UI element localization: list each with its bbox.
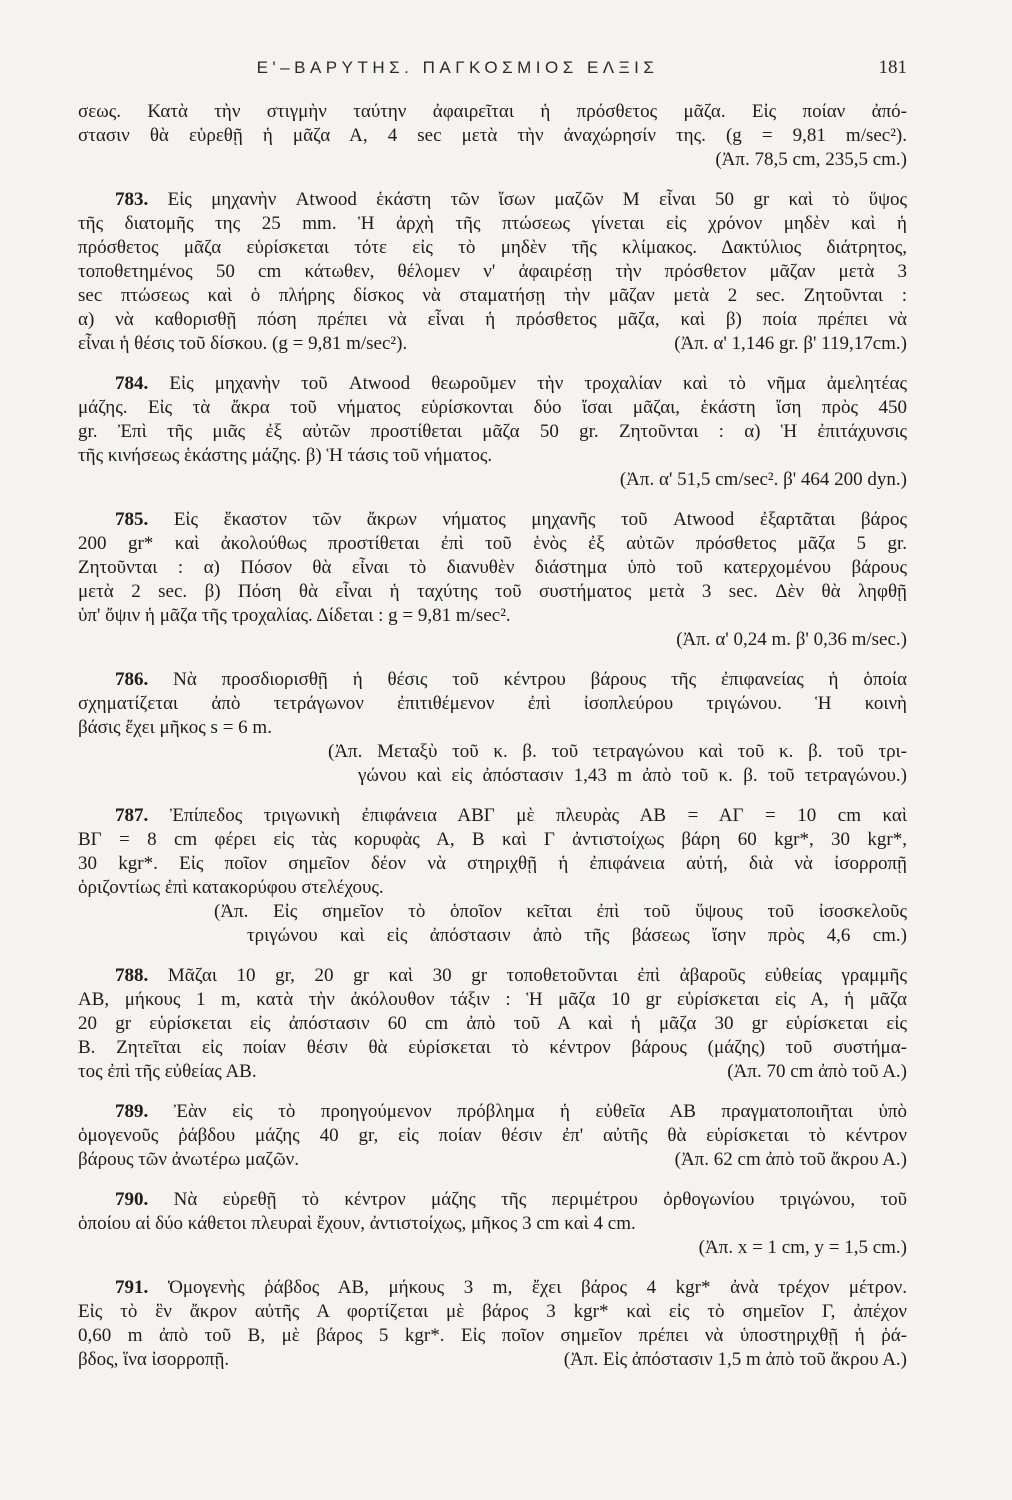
answer: (Ἀπ. α' 1,146 gr. β' 119,17cm.): [674, 333, 907, 354]
text-line: τοποθετημένος 50 cm κάτωθεν, θέλομεν ν' ἀφαιρέσῃ τὴν πρόσθετον μᾶζαν μετὰ 3: [78, 261, 907, 282]
text-line: βάσις ἔχει μῆκος s = 6 m.: [78, 717, 272, 738]
problem-text: εἶναι ἡ θέσις τοῦ δίσκου. (g = 9,81 m/sec²).: [78, 333, 408, 354]
text-line: [78, 1188, 907, 1212]
problem-number: 789.: [115, 1101, 149, 1122]
text-line: μάζης. Εἰς τὰ ἄκρα τοῦ νήματος εὑρίσκονται δύο ἴσαι μᾶζαι, ἑκάστη ἴση πρὸς 450: [78, 397, 907, 418]
answer: (Ἀπ. 70 cm ἀπὸ τοῦ Α.): [727, 1061, 907, 1082]
problem-text: Εἰς μηχανὴν Atwood ἑκάστη τῶν ἴσων μαζῶν Μ εἶναι 50 gr καὶ τὸ ὕψος: [167, 189, 907, 210]
problem-number: 785.: [115, 509, 149, 530]
text-line: sec πτώσεως καὶ ὁ πλήρης δίσκος νὰ σταματήσῃ τὴν μᾶζαν μετὰ 2 sec. Ζητοῦνται :: [78, 285, 907, 306]
answer: (Ἀπ. α' 51,5 cm/sec². β' 464 200 dyn.): [619, 469, 907, 490]
text-line: τῆς κινήσεως ἑκάστης μάζης. β) Ἡ τάσις τοῦ νήματος.: [78, 445, 493, 466]
problem-text: βδος, ἵνα ἰσορροπῇ.: [78, 1349, 230, 1370]
answer: γώνου καὶ εἰς ἀπόστασιν 1,43 m ἀπὸ τοῦ κ. β. τοῦ τετραγώνου.): [358, 765, 907, 786]
text-line: [78, 1276, 907, 1300]
problem-785: [78, 508, 907, 652]
answer: (Ἀπ. x = 1 cm, y = 1,5 cm.): [698, 1237, 907, 1258]
text-line: πρόσθετος μᾶζα εὑρίσκεται τότε εἰς τὸ μηδὲν τῆς κλίμακος. Δακτύλιος διάτρητος,: [78, 237, 907, 258]
text-line: σχηματίζεται ἀπὸ τετράγωνον ἐπιτιθέμενον ἐπὶ ἰσοπλεύρου τριγώνου. Ἡ κοινὴ: [78, 693, 907, 714]
text-line: Εἰς τὸ ἓν ἄκρον αὐτῆς Α φορτίζεται μὲ βάρος 3 kgr* καὶ εἰς τὸ σημεῖον Γ, ἀπέχον: [78, 1301, 907, 1322]
text-line: ΑΒ, μήκους 1 m, κατὰ τὴν ἀκόλουθον τάξιν : Ἡ μᾶζα 10 gr εὑρίσκεται εἰς Α, ἡ μᾶζα: [78, 989, 907, 1010]
text-line: [78, 332, 907, 356]
text-line: ὑπ' ὄψιν ἡ μᾶζα τῆς τροχαλίας. Δίδεται : g = 9,81 m/sec².: [78, 605, 511, 626]
text-line: [78, 668, 907, 692]
text-line: σεως. Κατὰ τὴν στιγμὴν ταύτην ἀφαιρεῖται ἡ πρόσθετος μᾶζα. Εἰς ποίαν ἀπό-: [78, 101, 907, 122]
text-line: ὁποίου αἱ δύο κάθετοι πλευραὶ ἔχουν, ἀντιστοίχως, μῆκος 3 cm καὶ 4 cm.: [78, 1213, 636, 1234]
text-line: 20 gr εὑρίσκεται εἰς ἀπόστασιν 60 cm ἀπὸ τοῦ Α καὶ ἡ μᾶζα 30 gr εὑρίσκεται εἰς: [78, 1013, 907, 1034]
answer: (Ἀπ. 62 cm ἀπὸ τοῦ ἄκρου Α.): [674, 1149, 907, 1170]
text-line: τῆς διατομῆς της 25 mm. Ἡ ἀρχὴ τῆς πτώσεως γίνεται εἰς χρόνον μηδὲν καὶ ἡ: [78, 213, 907, 234]
problem-number: 786.: [115, 669, 149, 690]
problem-text: Ἐὰν εἰς τὸ προηγούμενον πρόβλημα ἡ εὐθεῖα ΑΒ πραγματοποιῆται ὑπὸ: [173, 1101, 908, 1122]
text-line: 30 kgr*. Εἰς ποῖον σημεῖον δέον νὰ στηριχθῇ ἡ ἐπιφάνεια αὐτή, διὰ νὰ ἰσορροπῇ: [78, 853, 907, 874]
text-line: [78, 1060, 907, 1084]
page-number: 181: [878, 57, 907, 78]
running-title: Ε'–ΒΑΡΥΤΗΣ. ΠΑΓΚΟΣΜΙΟΣ ΕΛΞΙΣ: [256, 58, 659, 77]
answer: (Ἀπ. Εἰς σημεῖον τὸ ὁποῖον κεῖται ἐπὶ τοῦ ὕψους τοῦ ἰσοσκελοῦς: [214, 901, 907, 922]
text-line: 0,60 m ἀπὸ τοῦ Β, μὲ βάρος 5 kgr*. Εἰς ποῖον σημεῖον πρέπει νὰ ὑποστηριχθῇ ἡ ῥά-: [78, 1325, 907, 1346]
problem-788: [78, 964, 907, 1084]
text-line: Β. Ζητεῖται εἰς ποίαν θέσιν θὰ εὑρίσκεται τὸ κέντρον βάρους (μάζης) τοῦ συστήμα-: [78, 1037, 907, 1058]
problem-789: [78, 1100, 907, 1172]
problem-number: 791.: [115, 1277, 149, 1298]
text-line: [78, 372, 907, 396]
answer: (Ἀπ. α' 0,24 m. β' 0,36 m/sec.): [676, 629, 907, 650]
problem-number: 788.: [115, 965, 149, 986]
text-line: ΒΓ = 8 cm φέρει εἰς τὰς κορυφὰς Α, Β καὶ Γ ἀντιστοίχως βάρη 60 kgr*, 30 kgr*,: [78, 829, 907, 850]
text-line: [78, 1100, 907, 1124]
text-line: 200 gr* καὶ ἀκολούθως προστίθεται ἐπὶ τοῦ ἑνὸς ἐξ αὐτῶν πρόσθετος μᾶζα 5 gr.: [78, 533, 907, 554]
text-line: gr. Ἐπὶ τῆς μιᾶς ἐξ αὐτῶν προστίθεται μᾶζα 50 gr. Ζητοῦνται : α) Ἡ ἐπιτάχυνσις: [78, 421, 907, 442]
text-line: [78, 804, 907, 828]
text-line: μετὰ 2 sec. β) Πόση θὰ εἶναι ἡ ταχύτης τοῦ συστήματος μετὰ 3 sec. Δὲν θὰ ληφθῇ: [78, 581, 907, 602]
text-line: [78, 188, 907, 212]
problem-number: 784.: [115, 373, 149, 394]
problem-784: [78, 372, 907, 492]
page-body: [78, 100, 907, 1372]
problem-text: Νὰ προσδιορισθῇ ἡ θέσις τοῦ κέντρου βάρους τῆς ἐπιφανείας ἡ ὁποία: [173, 669, 907, 690]
problem-text: Ἐπίπεδος τριγωνικὴ ἐπιφάνεια ΑΒΓ μὲ πλευρὰς ΑΒ = ΑΓ = 10 cm καὶ: [169, 805, 907, 826]
text-line: [78, 964, 907, 988]
text-line: [78, 508, 907, 532]
problem-number: 783.: [115, 189, 149, 210]
problem-text: Εἰς μηχανὴν τοῦ Atwood θεωροῦμεν τὴν τροχαλίαν καὶ τὸ νῆμα ἀμελητέας: [169, 373, 907, 394]
answer: (Ἀπ. Μεταξὺ τοῦ κ. β. τοῦ τετραγώνου καὶ τοῦ κ. β. τοῦ τρι-: [328, 741, 907, 762]
answer: τριγώνου καὶ εἰς ἀπόστασιν ἀπὸ τῆς βάσεως ἴσην πρὸς 4,6 cm.): [247, 925, 907, 946]
answer: (Ἀπ. Εἰς ἀπόστασιν 1,5 m ἀπὸ τοῦ ἄκρου Α.): [563, 1349, 907, 1370]
problem-787: [78, 804, 907, 948]
text-line: [78, 1348, 907, 1372]
problem-783: [78, 188, 907, 356]
problem-text: Νὰ εὑρεθῇ τὸ κέντρον μάζης τῆς περιμέτρου ὀρθογωνίου τριγώνου, τοῦ: [173, 1189, 907, 1210]
text-line: στασιν θὰ εὑρεθῇ ἡ μᾶζα Α, 4 sec μετὰ τὴν ἀναχώρησίν της. (g = 9,81 m/sec²).: [78, 125, 907, 146]
text-line: Ζητοῦνται : α) Πόσον θὰ εἶναι τὸ διανυθὲν διάστημα ὑπὸ τοῦ κατερχομένου βάρους: [78, 557, 907, 578]
problem-number: 787.: [115, 805, 149, 826]
problem-text: Μᾶζαι 10 gr, 20 gr καὶ 30 gr τοποθετοῦνται ἐπὶ ἀβαροῦς εὐθείας γραμμῆς: [167, 965, 908, 986]
text-line: [78, 1148, 907, 1172]
text-line: α) νὰ καθορισθῇ πόση πρέπει νὰ εἶναι ἡ πρόσθετος μᾶζα, καὶ β) ποία πρέπει νὰ: [78, 309, 907, 330]
answer: (Ἀπ. 78,5 cm, 235,5 cm.): [715, 149, 907, 170]
problem-791: [78, 1276, 907, 1372]
problem-number: 790.: [115, 1189, 149, 1210]
continued-problem: [78, 100, 907, 172]
text-line: ὁμογενοῦς ῥάβδου μάζης 40 gr, εἰς ποίαν θέσιν ἐπ' αὐτῆς θὰ εὑρίσκεται τὸ κέντρον: [78, 1125, 907, 1146]
problem-text: Εἰς ἕκαστον τῶν ἄκρων νήματος μηχανῆς τοῦ Atwood ἐξαρτᾶται βάρος: [173, 509, 907, 530]
text-line: ὁριζοντίως ἐπὶ κατακορύφου στελέχους.: [78, 877, 384, 898]
problem-text: τος ἐπὶ τῆς εὐθείας ΑΒ.: [78, 1061, 257, 1082]
problem-text: βάρους τῶν ἀνωτέρω μαζῶν.: [78, 1149, 300, 1170]
problem-790: [78, 1188, 907, 1260]
problem-786: [78, 668, 907, 788]
problem-text: Ὁμογενὴς ῥάβδος ΑΒ, μήκους 3 m, ἔχει βάρος 4 kgr* ἀνὰ τρέχον μέτρον.: [167, 1277, 908, 1298]
